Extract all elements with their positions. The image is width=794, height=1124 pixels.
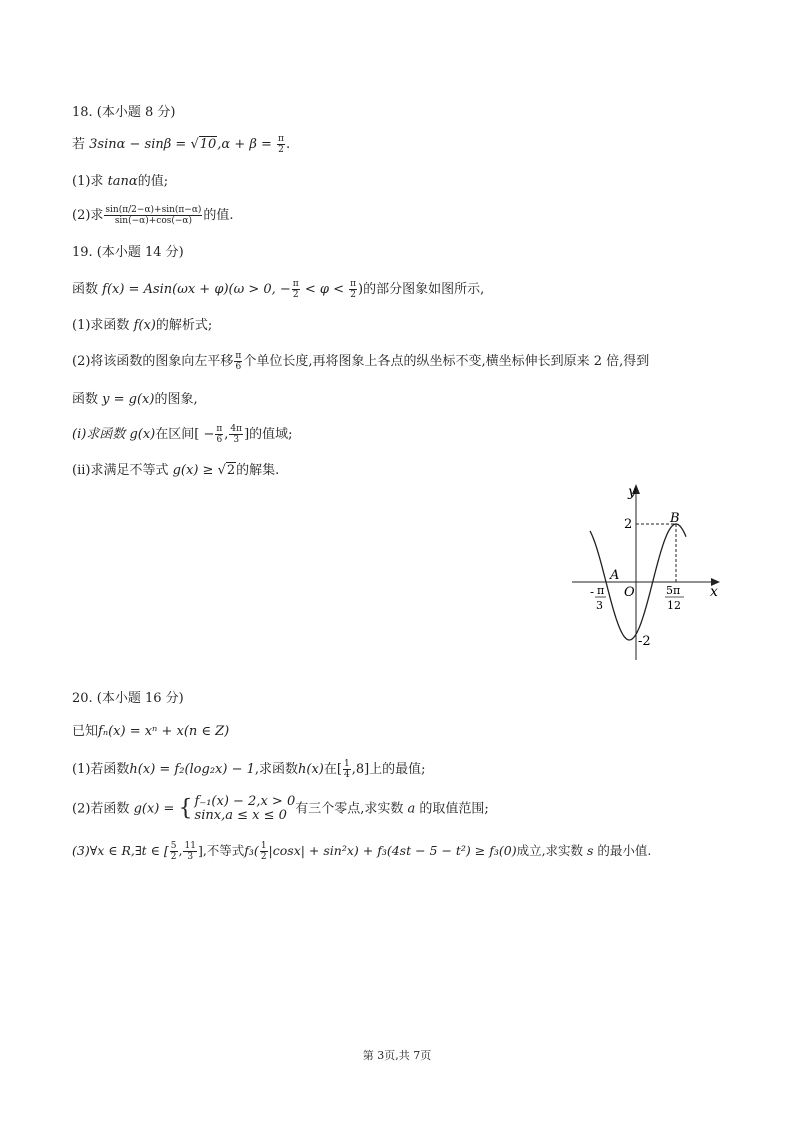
neg-pi3-den: 3 [596, 599, 603, 612]
q20-p3-ineq1: f₃( [244, 843, 259, 858]
q19-frac-a-den: 2 [292, 290, 299, 300]
point-a-label: A [610, 568, 620, 583]
y-max-label: 2 [624, 517, 633, 532]
q19-frac-pi2-b [349, 279, 357, 300]
q20-stem-prefix: 已知 [72, 724, 99, 739]
q19-part-ii: (ii)求满足不等式 g(x) ≥ √2的解集. [72, 463, 280, 478]
q18-frac-pi2 [277, 134, 285, 155]
q19-frac-pi2-a [292, 279, 300, 300]
q19-p2l2-suffix: 的图象, [154, 392, 198, 407]
q19-p2l2-prefix: 函数 [72, 392, 103, 407]
neg-pi3-sign: - [590, 585, 595, 599]
q20-p3-ineq2: |cosx| + sin²x) + f₃(4st − 5 − t²) ≥ f₃(0) [268, 843, 517, 858]
q19-pi-f1-num: π [216, 424, 223, 434]
q20-stem [72, 722, 229, 742]
q19-p2l2-math: y = g(x) [102, 392, 155, 407]
y-min-label: -2 [638, 634, 651, 649]
q18-header: 18. (本小题 8 分) [72, 105, 176, 120]
sine-graph [568, 478, 738, 668]
q18-stem-end: . [285, 137, 291, 152]
q20-p3-end: 的最小值. [593, 843, 652, 858]
q20-p3-frac-52 [170, 841, 178, 862]
q20-p2-suffix: 的取值范围; [415, 801, 489, 817]
q19-pii-suffix: 的解集. [236, 463, 280, 478]
q19-stem-prefix: 函数 [72, 282, 103, 297]
q19-pii-math: g(x) ≥ [172, 463, 218, 478]
q20-p3-half-num: 1 [260, 841, 267, 851]
q18-p2-den: sin(−α)+cos(−α) [114, 216, 193, 226]
q19-pi-f2-den: 3 [233, 435, 240, 445]
q19-p1-math: f(x) [133, 318, 156, 333]
q20-p2-prefix: (2)若函数 [72, 801, 134, 817]
q20-p1-h: h(x) [298, 762, 324, 777]
q20-p1-mid: ,求函数 [254, 762, 299, 777]
q18-p1-math: tanα [107, 174, 138, 189]
q20-p1-prefix: (1)若函数 [72, 762, 130, 777]
q20-p2-a: a [407, 801, 416, 817]
q20-part3 [72, 841, 651, 862]
q18-frac-num: π [278, 134, 284, 144]
q18-stem-tail: ,α + β = [217, 137, 277, 152]
q20-p3-f1-den: 2 [170, 852, 177, 862]
q19-p2-text1: (2)将该函数的图象向左平移 [72, 354, 234, 369]
q20-p3-f1-num: 5 [170, 841, 177, 851]
q19-frac-b-den: 2 [350, 290, 356, 300]
x-axis-label: x [710, 584, 718, 600]
q19-pi-f1-den: 6 [216, 435, 223, 445]
q19-p2-frac-den: 6 [235, 362, 242, 372]
q20-p1-frac [343, 759, 351, 780]
q20-p2-cases [195, 795, 296, 823]
q19-p1-prefix: (1)求函数 [72, 318, 134, 333]
q18-part1 [72, 172, 168, 192]
q19-pi-prefix: (i)求函数 [72, 427, 130, 442]
q20-p2-brace: { [178, 796, 193, 821]
q18-p2-frac [104, 205, 202, 226]
q19-part1 [72, 316, 212, 336]
q20-p1-math: h(x) = f₂(log₂x) − 1 [129, 762, 255, 777]
q18-stem-prefix: 若 [72, 137, 90, 152]
q20-p1-in: 在[ [323, 762, 342, 777]
q18-p1-suffix: 的值; [137, 174, 169, 189]
q20-p2-case2: sinx,a ≤ x ≤ 0 [194, 808, 287, 823]
q19-stem-mid: < φ < [300, 282, 349, 297]
q19-pii-prefix: (ii)求满足不等式 [72, 463, 173, 478]
q19-part-i [72, 424, 293, 445]
q18-p2-suffix: 的值. [203, 208, 234, 223]
page-footer: 第 3页,共 7页 [362, 1049, 432, 1062]
q19-part2-line1 [72, 351, 649, 372]
q18-p1-prefix: (1)求 [72, 174, 108, 189]
q19-p2-frac-num: π [235, 351, 242, 361]
neg-pi3-num: π [597, 584, 605, 597]
q19-frac-b-num: π [350, 279, 357, 289]
q20-part1 [72, 759, 426, 780]
q20-p2-g: g(x) = [133, 801, 179, 817]
point-b-label: B [670, 511, 680, 526]
q18-p2-prefix: (2)求 [72, 208, 104, 223]
q20-p3-f2-num: 11 [184, 841, 196, 851]
q20-p1-frac-den: 4 [343, 770, 350, 780]
five-pi12-den: 12 [667, 599, 681, 612]
q20-p1-interval-end: ,8]上的最值; [351, 762, 426, 777]
q18-stem: 若 3sinα − sinβ = √10,α + β = $\frac{\pi}{2}$ . [72, 134, 291, 155]
q20-p3-s: s [587, 843, 594, 858]
q19-stem-close: )的部分图象如图所示, [358, 282, 485, 297]
q18-part2 [72, 205, 234, 226]
origin-label: O [624, 585, 635, 600]
q19-frac-a-num: π [292, 279, 299, 289]
q19-pii-sqrt: 2 [226, 463, 236, 478]
q18-p2-num: sin(π/2−α)+sin(π−α) [105, 205, 202, 215]
q19-p2-text2: 个单位长度,再将图象上各点的纵坐标不变,横坐标伸长到原来 2 倍,得到 [243, 354, 650, 369]
q20-p2-case1: f₋₁(x) − 2,x > 0 [194, 794, 296, 809]
q19-pi-math: g(x) [129, 427, 156, 442]
q20-part2 [72, 795, 489, 823]
q19-stem-f: f(x) = Asin(ωx + φ)(ω > 0, − [102, 282, 291, 297]
q20-p3-frac-113 [183, 841, 196, 862]
y-axis-label: y [628, 484, 636, 500]
q18-frac-den: 2 [278, 145, 284, 155]
q18-stem-expr: 3sinα − sinβ = [89, 137, 191, 152]
five-pi12-num: 5π [666, 584, 681, 597]
q19-pi-frac-pi6 [215, 424, 223, 445]
q19-pi-mid: 在区间[ − [155, 427, 215, 442]
q20-header: 20. (本小题 16 分) [72, 691, 184, 706]
q19-pi-comma: , [224, 427, 229, 442]
q20-p3-frac-half [260, 841, 268, 862]
q20-stem-math: fₙ(x) = xⁿ + x(n ∈ Z) [98, 724, 230, 739]
q20-p1-frac-num: 1 [343, 759, 350, 769]
q20-p3-half-den: 2 [260, 852, 267, 862]
q20-p2-mid: 有三个零点,求实数 [295, 801, 408, 817]
q19-stem [72, 279, 484, 300]
q20-p3-comma: , [178, 843, 183, 858]
q20-p3-f2-den: 3 [187, 852, 194, 862]
q20-p3-mid: ],不等式 [197, 843, 245, 858]
q19-pi-suffix: ]的值域; [244, 427, 293, 442]
q19-pi-f2-num: 4π [230, 424, 243, 434]
q19-pi-frac-4pi3 [229, 424, 243, 445]
q19-part2-line2 [72, 390, 198, 410]
q19-header: 19. (本小题 14 分) [72, 245, 184, 260]
q19-frac-pi6 [234, 351, 242, 372]
q19-p1-suffix: 的解析式; [155, 318, 213, 333]
q18-sqrt10: 10 [199, 137, 217, 152]
q20-p3-suffix: 成立,求实数 [516, 843, 588, 858]
q20-p3-prefix: (3)∀x ∈ R,∃t ∈ [ [72, 843, 169, 858]
